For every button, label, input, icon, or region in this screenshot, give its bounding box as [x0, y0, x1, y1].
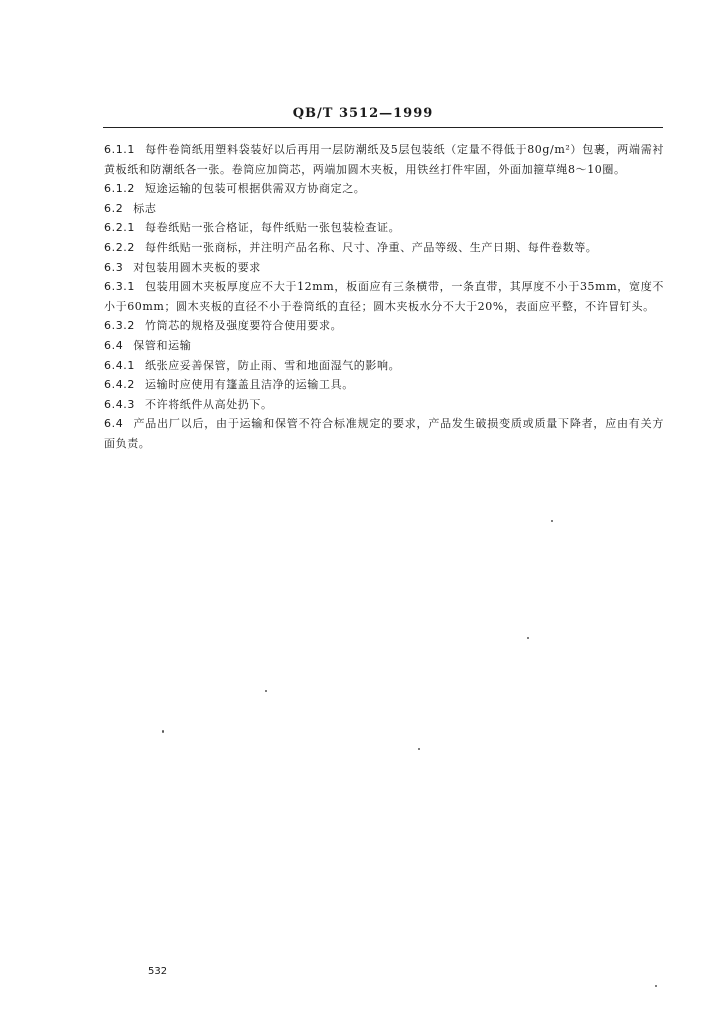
clause-6-2: [104, 199, 664, 219]
clause-number: 6.1.2: [104, 182, 135, 196]
clause-text: 每卷纸贴一张合格证，每件纸贴一张包装检查证。: [145, 221, 401, 235]
clause-number: 6.4.1: [104, 358, 135, 372]
page-number: 532: [148, 966, 168, 977]
clause-number: 6.2: [104, 201, 124, 215]
clause-text: 每件卷筒纸用塑料袋装好以后再用一层防潮纸及5层包装纸（定量不得低于80g/m²）包裹，两端需衬黄板纸和防潮纸各一张。卷筒应加筒芯，两端加圆木夹板，用铁丝打件牢固，外面加箍草绳8～10圈。: [104, 143, 664, 176]
scan-speck: [418, 748, 420, 750]
clause-6-1-2: [104, 179, 664, 199]
clause-text: 标志: [133, 201, 157, 215]
scan-speck: [265, 690, 267, 692]
clause-6-4-final: [104, 414, 664, 453]
clause-number: 6.4: [104, 338, 124, 352]
clause-text: 运输时应使用有篷盖且洁净的运输工具。: [145, 378, 354, 392]
clause-text: 纸张应妥善保管，防止雨、雪和地面湿气的影响。: [145, 358, 401, 372]
clause-number: 6.4: [104, 417, 124, 431]
header-rule: [103, 127, 663, 128]
clause-6-4-2: [104, 375, 664, 395]
clause-number: 6.4.3: [104, 397, 135, 411]
clause-6-1-1: [104, 140, 664, 179]
clause-number: 6.3: [104, 260, 124, 274]
clause-text: 不许将纸件从高处扔下。: [145, 397, 273, 411]
clause-text: 竹筒芯的规格及强度要符合使用要求。: [145, 319, 343, 333]
clause-6-4-3: [104, 395, 664, 415]
scan-speck: [527, 637, 529, 639]
document-body: [104, 140, 664, 454]
clause-text: 对包装用圆木夹板的要求: [133, 260, 261, 274]
clause-6-2-2: [104, 238, 664, 258]
scan-speck: [655, 985, 657, 987]
standard-code-header: QB/T 3512—1999: [292, 106, 434, 121]
clause-number: 6.3.2: [104, 319, 135, 333]
scan-speck: [162, 730, 164, 733]
clause-number: 6.3.1: [104, 280, 135, 294]
scan-speck: [551, 520, 553, 522]
clause-text: 保管和运输: [133, 338, 192, 352]
clause-6-4-1: [104, 356, 664, 376]
clause-text: 每件纸贴一张商标，并注明产品名称、尺寸、净重、产品等级、生产日期、每件卷数等。: [145, 240, 598, 254]
clause-6-3-1: [104, 277, 664, 316]
clause-text: 短途运输的包装可根据供需双方协商定之。: [145, 182, 366, 196]
clause-text: 包装用圆木夹板厚度应不大于12mm，板面应有三条横带，一条直带，其厚度不小于35mm，宽度不小于60mm；圆木夹板的直径不小于卷筒纸的直径；圆木夹板水分不大于20%，表面应平整，不许冒钉头。: [104, 280, 664, 313]
clause-number: 6.1.1: [104, 143, 135, 156]
clause-6-2-1: [104, 218, 664, 238]
clause-number: 6.2.2: [104, 240, 135, 254]
clause-number: 6.4.2: [104, 378, 135, 392]
clause-6-4: [104, 336, 664, 356]
clause-6-3-2: [104, 316, 664, 336]
clause-number: 6.2.1: [104, 221, 135, 235]
clause-text: 产品出厂以后，由于运输和保管不符合标准规定的要求，产品发生破损变质或质量下降者，应由有关方面负责。: [104, 417, 664, 450]
clause-6-3: [104, 258, 664, 278]
